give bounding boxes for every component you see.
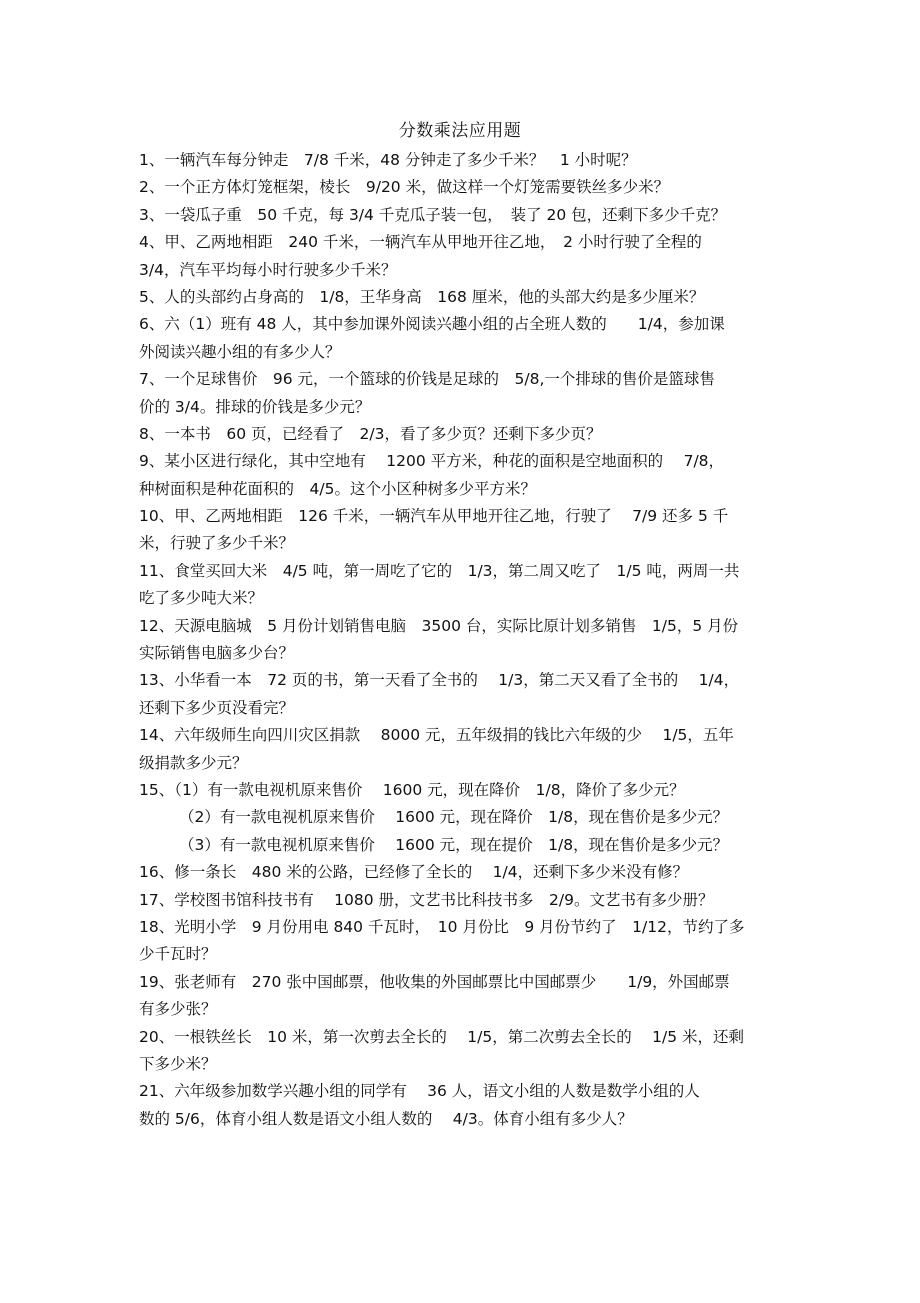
text-line: 吃了多少吨大米？	[139, 589, 264, 608]
text-line: （3）有一款电视机原来售价 1600 元，现在提价 1/8，现在售价是多少元？	[179, 835, 729, 854]
text-line: 有多少张？	[139, 1000, 217, 1019]
text-line: 种树面积是种花面积的 4/5。这个小区种树多少平方米？	[139, 479, 536, 498]
text-line: 14、六年级师生向四川灾区捐款 8000 元，五年级捐的钱比六年级的少 1/5，五年	[139, 726, 734, 745]
text-line: 4、甲、乙两地相距 240 千米，一辆汽车从甲地开往乙地， 2 小时行驶了全程的	[139, 233, 702, 252]
text-line: （2）有一款电视机原来售价 1600 元，现在降价 1/8，现在售价是多少元？	[179, 808, 729, 827]
text-line: 19、张老师有 270 张中国邮票，他收集的外国邮票比中国邮票少 1/9，外国邮票	[139, 972, 730, 991]
text-line: 1、一辆汽车每分钟走 7/8 千米，48 分钟走了多少千米？ 1 小时呢？	[139, 151, 637, 169]
text-line: 8、一本书 60 页，已经看了 2/3，看了多少页？还剩下多少页？	[139, 424, 602, 443]
text-line: 6、六（1）班有 48 人，其中参加课外阅读兴趣小组的占全班人数的 1/4，参加课	[139, 315, 725, 334]
text-line: 15、（1）有一款电视机原来售价 1600 元，现在降价 1/8，降价了多少元？	[139, 780, 685, 799]
text-line: 米，行驶了多少千米？	[139, 534, 295, 553]
text-line: 11、食堂买回大米 4/5 吨，第一周吃了它的 1/3，第二周又吃了 1/5 吨，两周一共	[139, 561, 740, 580]
text-line: 还剩下多少页没看完？	[139, 698, 295, 717]
text-line: 级捐款多少元？	[139, 753, 248, 772]
text-line: 3/4，汽车平均每小时行驶多少千米？	[139, 260, 397, 279]
text-line: 5、人的头部约占身高的 1/8，王华身高 168 厘米，他的头部大约是多少厘米？	[139, 287, 705, 306]
text-line: 17、学校图书馆科技书有 1080 册，文艺书比科技书多 2/9。文艺书有多少册？	[139, 890, 714, 909]
text-line: 实际销售电脑多少台？	[139, 644, 295, 663]
text-line: 21、六年级参加数学兴趣小组的同学有 36 人，语文小组的人数是数学小组的人	[139, 1082, 700, 1101]
text-line: 2、一个正方体灯笼框架，棱长 9/20 米，做这样一个灯笼需要铁丝多少米？	[139, 178, 670, 197]
text-line: 7、一个足球售价 96 元，一个篮球的价钱是足球的 5/8,一个排球的售价是篮球售	[139, 370, 715, 389]
text-line: 10、甲、乙两地相距 126 千米，一辆汽车从甲地开往乙地，行驶了 7/9 还多 5 千	[139, 507, 729, 526]
text-line: 13、小华看一本 72 页的书，第一天看了全书的 1/3，第二天又看了全书的 1/4，	[139, 671, 740, 690]
question-list	[139, 147, 781, 1133]
text-line: 18、光明小学 9 月份用电 840 千瓦时， 10 月份比 9 月份节约了 1/12，节约了多	[139, 917, 745, 936]
text-line: 外阅读兴趣小组的有多少人？	[139, 342, 341, 361]
text-line: 9、某小区进行绿化，其中空地有 1200 平方米，种花的面积是空地面积的 7/8，	[139, 452, 725, 471]
page-title: 分数乘法应用题	[398, 121, 522, 141]
text-line: 少千瓦时？	[139, 945, 217, 964]
text-line: 数的 5/6，体育小组人数是语文小组人数的 4/3。体育小组有多少人？	[139, 1109, 633, 1128]
text-line: 3、一袋瓜子重 50 千克，每 3/4 千克瓜子装一包， 装了 20 包，还剩下多少千克？	[139, 205, 727, 224]
text-line: 20、一根铁丝长 10 米，第一次剪去全长的 1/5，第二次剪去全长的 1/5 米，还剩	[139, 1027, 745, 1046]
text-line: 下多少米？	[139, 1054, 217, 1073]
text-line: 16、修一条长 480 米的公路，已经修了全长的 1/4，还剩下多少米没有修？	[139, 863, 689, 882]
text-line: 价的 3/4。排球的价钱是多少元？	[139, 397, 371, 416]
text-line: 12、天源电脑城 5 月份计划销售电脑 3500 台，实际比原计划多销售 1/5，5 月份	[139, 616, 739, 635]
